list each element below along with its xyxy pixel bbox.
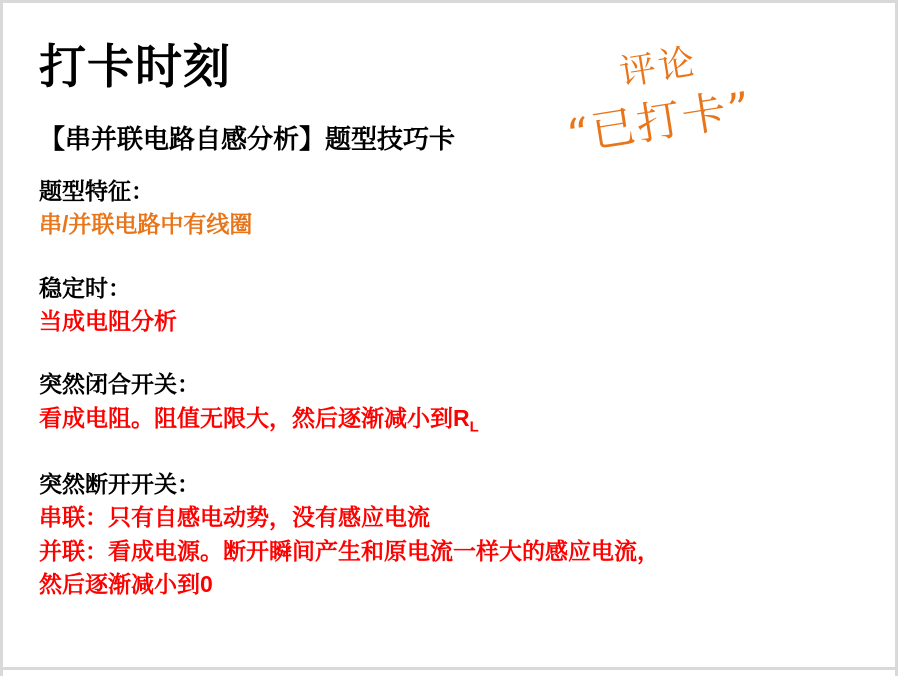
section-line: 然后逐渐减小到0 (39, 571, 213, 598)
page-subtitle: 【串并联电路自感分析】题型技巧卡 (39, 124, 456, 154)
section-switch-open (39, 468, 869, 601)
section-switch-close (39, 368, 869, 438)
content-body (39, 175, 869, 617)
section-line: 串联：只有自感电动势，没有感应电流 (39, 504, 430, 531)
section-line (39, 402, 869, 438)
section-line-text: 看成电阻。阻值无限大，然后逐渐减小到R (39, 404, 470, 431)
section-line: 串/并联电路中有线圈 (39, 211, 253, 238)
stamp-line-1: 评论 (616, 41, 701, 95)
section-line: 并联：看成电源。断开瞬间产生和原电流一样大的感应电流， (39, 537, 660, 564)
stamp-line-2: “已打卡” (563, 82, 756, 163)
section-features (39, 175, 869, 242)
bottom-divider (3, 667, 895, 670)
comment-stamp (554, 16, 821, 184)
section-line-subscript: L (469, 418, 479, 436)
section-heading: 题型特征： (39, 178, 154, 204)
section-heading: 稳定时： (39, 274, 131, 301)
section-line: 当成电阻分析 (39, 308, 177, 335)
section-heading: 突然闭合开关： (39, 371, 200, 398)
page-title: 打卡时刻 (39, 40, 231, 93)
section-steady-state (39, 272, 869, 339)
section-heading: 突然断开开关： (39, 470, 200, 497)
